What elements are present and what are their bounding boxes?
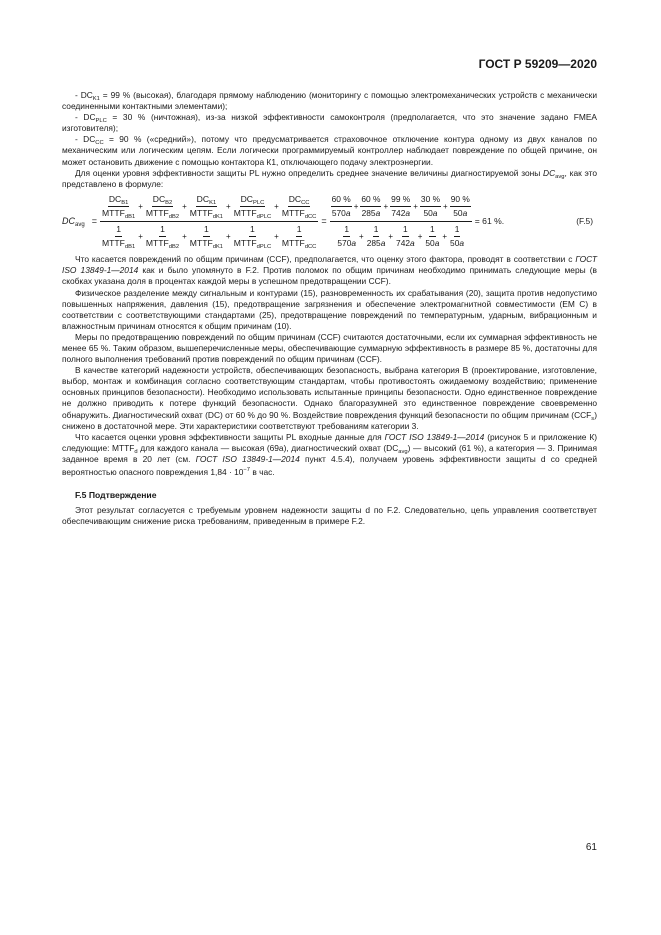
formula-result: = 61 %. — [474, 215, 505, 226]
plus-sign: + — [353, 201, 359, 211]
plus-sign: + — [138, 232, 143, 242]
plus-sign: + — [442, 232, 448, 242]
term-pct-over-time: $\frac{60 \%}{570a}$ — [331, 193, 351, 218]
term-pct-over-time: $\frac{30 \%}{50a}$ — [420, 193, 441, 218]
plus-sign: + — [182, 201, 187, 211]
formula-numeric-fraction — [330, 194, 472, 249]
term-dc-over-mttf: $\frac{DC_{PLC}}{MTTF_{dPLC}}$ — [233, 193, 272, 220]
document-code: ГОСТ Р 59209—2020 — [478, 57, 597, 71]
plus-sign: + — [413, 201, 418, 211]
formula-lhs: $DC_{avg}$ — [62, 215, 85, 228]
paragraph-dc-avg-intro: Для оценки уровня эффективности защиты PL нужно определить среднее значение величины диагностируемой зоны $DC_{avg}$, как это представлено в формуле: — [62, 167, 598, 189]
term-pct-over-time: $\frac{90 \%}{50a}$ — [450, 193, 470, 218]
term-one-over-time: $\frac{1}{50a}$ — [450, 224, 465, 249]
formula-body: $DC_{avg}$ = $\frac{DC_{B1}}{MTTF_{dB1}}$ + $\frac{DC_{B2}}{MTTF_{dB2}}$ + $\frac{DC_{K1}}{MTTF_{dK1}}$ + $\frac{DC_{PLC}}{MTTF_{dPLC}}$ + $\frac{DC_{CC}}{MTTF_{dCC}}$ $\frac{1}{MTTF_{dB1}}$ + $\frac{1}{MTTF_{dB2}}$ + $\frac{1}{MTTF_{dK1}}$ + $\frac{1}{MTTF_{dPLC}}$ + $\frac{1}{MTTF_{dCC}}$ = $\frac{60 \%}{570a}$ + $\frac{60 \%}{285a}$ + $\frac{99 \%}{742a}$ + $\frac{30 \%}{50a}$ + $\frac{90 \%}{50a}$ $\frac{1}{570a}$ + $\frac{1}{285a}$ + $\frac{1}{742a}$ + $\frac{1}{50a}$ + $\frac{1}{50a}$ = 61 %. — [62, 193, 505, 251]
plus-sign: + — [182, 232, 187, 242]
term-dc-over-mttf: $\frac{DC_{B2}}{MTTF_{dB2}}$ — [145, 193, 180, 220]
term-dc-over-mttf: $\frac{DC_{CC}}{MTTF_{dCC}}$ — [281, 193, 317, 220]
term-dc-over-mttf: $\frac{DC_{B1}}{MTTF_{dB1}}$ — [101, 193, 136, 220]
term-pct-over-time: $\frac{60 \%}{285a}$ — [361, 193, 381, 218]
plus-sign: + — [443, 201, 448, 211]
plus-sign: + — [388, 232, 394, 242]
page-number: 61 — [585, 842, 597, 853]
term-one-over-time: $\frac{1}{570a}$ — [337, 224, 357, 249]
term-pct-over-time: $\frac{99 \%}{742a}$ — [391, 193, 411, 218]
symbolic-numerator — [100, 194, 318, 222]
term-dc-over-mttf: $\frac{DC_{K1}}{MTTF_{dK1}}$ — [189, 193, 224, 220]
page-body — [62, 90, 597, 527]
numeric-numerator — [330, 194, 472, 222]
paragraph-dc-k1: - $DC_{K1} = 99$ % (высокая), благодаря прямому наблюдению (мониторингу с помощью электромеханических устройств с механически соединенными контактными элементами); — [62, 90, 597, 112]
term-one-over-mttf: $\frac{1}{MTTF_{dB1}}$ — [101, 224, 136, 251]
term-one-over-mttf: $\frac{1}{MTTF_{dCC}}$ — [281, 224, 317, 251]
equation-number: (F.5) — [576, 215, 593, 226]
plus-sign: + — [226, 232, 231, 242]
paragraph-confirmation: Этот результат согласуется с требуемым уровнем надежности защиты d по F.2. Следовательно, цепь управления соответствует обеспечивающим снижение риска требованиям, приведенным в примере F.2. — [62, 504, 597, 527]
term-one-over-mttf: $\frac{1}{MTTF_{dB2}}$ — [145, 224, 180, 251]
paragraph-pl-evaluation: Что касается оценки уровня эффективности защиты PL входные данные для ГОСТ ISO 13849-1—2014 (рисунок 5 и приложение К) следующие: $MTTF_d$ для каждого канала — высокая (69a), диагностический охват $(DC_{avg})$ — высокий (61 %), а категория — 3. Принимая заданное время в 20 лет (см. ГОСТ ISO 13849-1—2014 пункт 4.5.4), получаем уровень эффективности защиты d со средней вероятностью опасного повреждения $1,84 \cdot 10^{-7}$ в час. — [62, 431, 597, 477]
plus-sign: + — [383, 201, 389, 211]
formula-symbolic-fraction — [100, 194, 318, 249]
term-one-over-mttf: $\frac{1}{MTTF_{dK1}}$ — [189, 224, 224, 251]
paragraph-dc-plc: - $DC_{PLC} = 30$ % (ничтожная), из-за низкой эффективности самоконтроля (предполагается, что это значение задано FMEA изготовителя); — [62, 112, 597, 134]
numeric-denominator — [330, 222, 472, 249]
plus-sign: + — [274, 201, 279, 211]
section-heading-f5: F.5 Подтверждение — [75, 489, 157, 500]
paragraph-ccf: Что касается повреждений по общим причинам (CCF), предполагается, что оценку этого фактора, проводят в соответствии с ГОСТ ISO 13849-1—2014 как и было упомянуто в F.2. Против поломок по общим причинам необходимо принимать следующие меры (в скобках указана доля в процентах каждой меры в успешном предотвращении CCF). — [62, 254, 597, 287]
symbolic-denominator — [100, 222, 318, 249]
plus-sign: + — [138, 201, 143, 211]
term-one-over-time: $\frac{1}{742a}$ — [396, 224, 415, 249]
plus-sign: + — [359, 232, 364, 242]
term-one-over-mttf: $\frac{1}{MTTF_{dPLC}}$ — [233, 224, 272, 251]
term-one-over-time: $\frac{1}{285a}$ — [366, 224, 386, 249]
plus-sign: + — [226, 201, 231, 211]
term-one-over-time: $\frac{1}{50a}$ — [425, 224, 440, 249]
formula-f5 — [62, 194, 597, 249]
plus-sign: + — [274, 232, 279, 242]
paragraph-ccf-measures: Физическое разделение между сигнальным и контурами (15), разновременность их срабатывания (20), защита против недопустимо повышенных напряжения, давления (15), предотвращение загрязнения и обеспечение электромагнитной совместимости (EM C) в соответствии с соответствующими стандартами (25), предотвращение повреждений по температурным, ударным, вибрационным и влажностным причинам относятся к общим причинам (10). — [62, 287, 597, 331]
paragraph-ccf-sufficiency: Меры по предотвращению повреждений по общим причинам (CCF) считаются достаточными, если их суммарная эффективность не менее 65 %. Таким образом, вышеперечисленные меры, обеспечивающие суммарную эффективность в размере 85 %, достаточны для полного выполнения требований против повреждений по общим причинам (CCF). — [62, 331, 597, 365]
paragraph-dc-cc: - $DC_{CC} = 90$ % («средний»), потому что предусматривается страховочное отключение контура одному из двух каналов по механическим или логическим цепям. Если логически программируемый контроллер наблюдает повреждение по общей причине, он может остановить движение с помощью контактора К1, отключающего подачу электроэнергии. — [62, 134, 597, 167]
paragraph-category: В качестве категорий надежности устройств, обеспечивающих безопасность, выбрана категория В (проектирование, изготовление, выбор, монтаж и комбинация согласно соответствующим стандартам, чтобы противостоять ожидаемому воздействию; применение основных принципов безопасности). Необходимо использовать испытанные принципы безопасности. Одно единственное повреждение не должно приводить к потере функций безопасности. Однако благоразумней это единственное повреждение своевременно обнаружить. Диагностический охват (DC) от 60 % до 90 %. Воздействие повреждения функций безопасности по общим причинам $(CCF_s)$ снижено в достаточной мере. Эти характеристики соответствуют требованиям категории 3. — [62, 365, 597, 431]
plus-sign: + — [417, 232, 423, 242]
